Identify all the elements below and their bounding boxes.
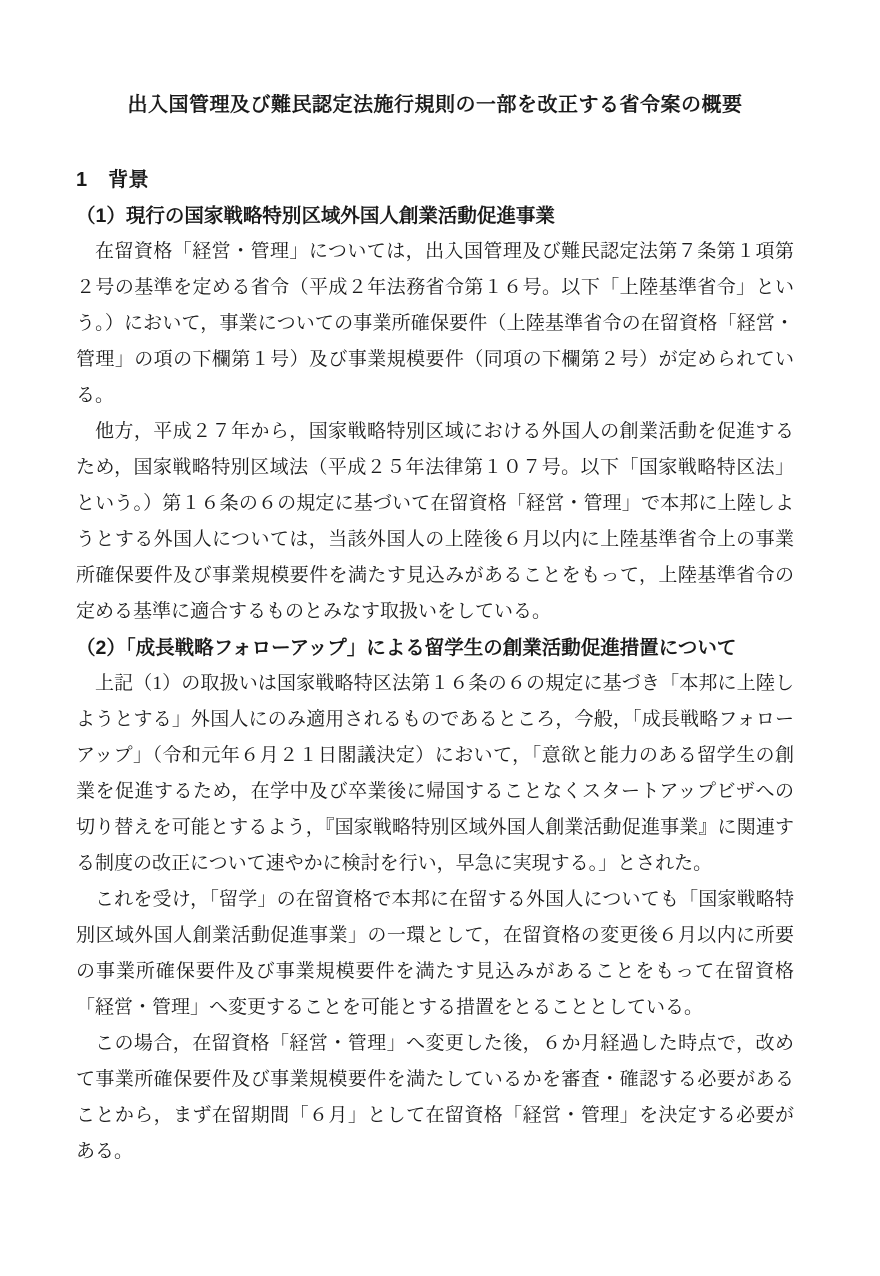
paragraph-2: 他方，平成２７年から，国家戦略特別区域における外国人の創業活動を促進するため，国家戦略特別区域法（平成２５年法律第１０７号。以下「国家戦略特区法」という。）第１６条の６の規定に基づいて在留資格「経営・管理」で本邦に上陸しようとする外国人については，当該外国人の上陸後６月以内に上陸基準省令上の事業所確保要件及び事業規模要件を満たす見込みがあることをもって，上陸基準省令の定める基準に適合するものとみなす取扱いをしている。 — [76, 421, 794, 622]
paragraph-5: この場合，在留資格「経営・管理」へ変更した後，６か月経過した時点で，改めて事業所確保要件及び事業規模要件を満たしているかを審査・確認する必要があることから，まず在留期間「６月」として在留資格「経営・管理」を決定する必要がある。 — [76, 1033, 794, 1162]
subsection-2-heading: （2）「成長戦略フォローアップ」による留学生の創業活動促進措置について — [76, 637, 737, 659]
paragraph-3: 上記（1）の取扱いは国家戦略特区法第１６条の６の規定に基づき「本邦に上陸しようとする」外国人にのみ適用されるものであるところ，今般，「成長戦略フォローアップ」（令和元年６月２１日閣議決定）において，「意欲と能力のある留学生の創業を促進するため，在学中及び卒業後に帰国することなくスタートアップビザへの切り替えを可能とするよう，『国家戦略特別区域外国人創業活動促進事業』に関連する制度の改正について速やかに検討を行い，早急に実現する。」とされた。 — [76, 673, 794, 874]
section-1-heading: 1 背景 — [76, 169, 150, 191]
paragraph-4: これを受け，「留学」の在留資格で本邦に在留する外国人についても「国家戦略特別区域外国人創業活動促進事業」の一環として，在留資格の変更後６月以内に所要の事業所確保要件及び事業規模要件を満たす見込みがあることをもって在留資格「経営・管理」へ変更することを可能とする措置をとることとしている。 — [76, 889, 794, 1018]
document-title: 出入国管理及び難民認定法施行規則の一部を改正する省令案の概要 — [127, 94, 743, 116]
paragraph-1: 在留資格「経営・管理」については，出入国管理及び難民認定法第７条第１項第２号の基準を定める省令（平成２年法務省令第１６号。以下「上陸基準省令」という。）において，事業についての事業所確保要件（上陸基準省令の在留資格「経営・管理」の項の下欄第１号）及び事業規模要件（同項の下欄第２号）が定められている。 — [76, 241, 794, 406]
subsection-1-heading: （1）現行の国家戦略特別区域外国人創業活動促進事業 — [76, 205, 555, 227]
